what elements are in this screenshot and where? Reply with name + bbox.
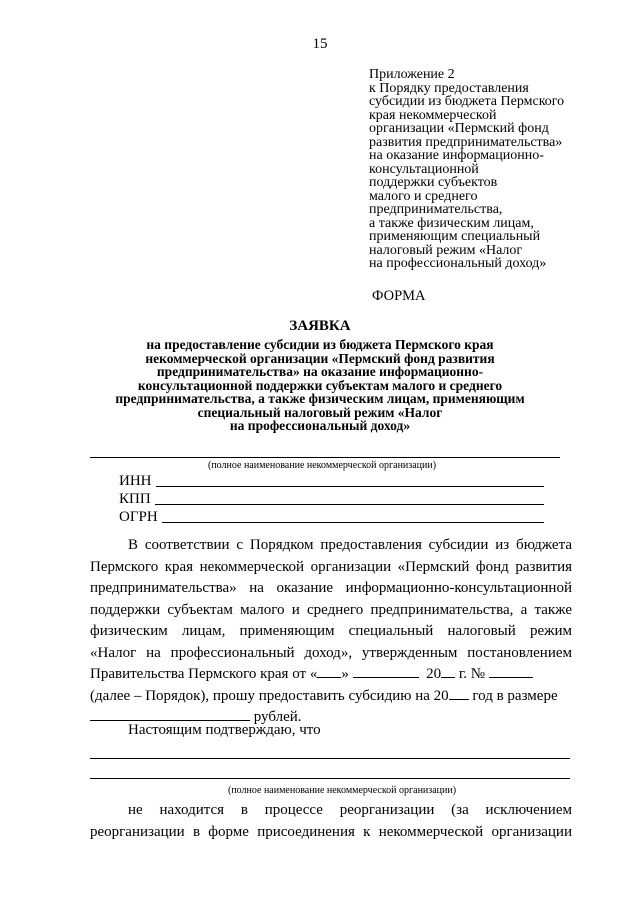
kpp-field[interactable] bbox=[119, 490, 544, 508]
body-line: предпринимательства» на оказание информационно-консультационной bbox=[90, 580, 572, 596]
body-paragraph bbox=[90, 535, 572, 729]
kpp-input-line[interactable] bbox=[155, 504, 544, 505]
org-name-caption: (полное наименование некоммерческой организации) bbox=[208, 460, 437, 471]
year-prefix: 20 bbox=[426, 666, 442, 682]
body-line-subsidy bbox=[90, 686, 572, 708]
appendix-line: к Порядку предоставления bbox=[369, 80, 529, 96]
confirm-org-line-1[interactable] bbox=[90, 758, 570, 759]
confirm-org-caption: (полное наименование некоммерческой организации) bbox=[228, 785, 457, 796]
date-quote: » bbox=[341, 666, 349, 682]
form-label: ФОРМА bbox=[372, 288, 426, 304]
final-paragraph bbox=[90, 800, 572, 843]
day-blank[interactable] bbox=[317, 677, 341, 678]
kpp-label: КПП bbox=[119, 491, 151, 507]
appendix-line: а также физическим лицам, bbox=[369, 215, 534, 231]
inn-field[interactable] bbox=[119, 472, 544, 490]
ogrn-input-line[interactable] bbox=[162, 522, 544, 523]
confirm-org-line-2[interactable] bbox=[90, 778, 570, 779]
appendix-line: края некоммерческой bbox=[369, 107, 497, 123]
appendix-line: организации «Пермский фонд bbox=[369, 121, 549, 136]
appendix-line: развития предпринимательства» bbox=[369, 134, 563, 150]
appendix-line: субсидии из бюджета Пермского bbox=[369, 94, 565, 109]
body-line: «Налог на профессиональный доход», утвержденным постановлением bbox=[90, 644, 572, 661]
subtitle-line: предпринимательства» на оказание информационно- bbox=[156, 364, 484, 379]
ogrn-field[interactable] bbox=[119, 508, 544, 526]
document-subtitle bbox=[80, 338, 560, 433]
appendix-header bbox=[369, 68, 614, 271]
page-number: 15 bbox=[312, 36, 328, 52]
appendix-line: консультационной bbox=[369, 161, 479, 177]
year-blank[interactable] bbox=[441, 677, 455, 678]
date-prefix: Правительства Пермского края от « bbox=[90, 666, 318, 682]
appendix-line: применяющим специальный bbox=[369, 229, 541, 244]
subtitle-line: некоммерческой организации «Пермский фонд развития bbox=[145, 350, 495, 366]
appendix-line: Приложение 2 bbox=[369, 67, 455, 82]
confirm-text: Настоящим подтверждаю, что bbox=[128, 722, 321, 738]
subtitle-line: предпринимательства, а также физическим лицам, применяющим bbox=[115, 391, 525, 406]
ogrn-label: ОГРН bbox=[119, 509, 158, 525]
number-blank[interactable] bbox=[489, 677, 533, 678]
appendix-line: на профессиональный доход» bbox=[369, 256, 547, 271]
appendix-line: на оказание информационно- bbox=[369, 148, 544, 163]
body-line: физическим лицам, применяющим специальный налоговый режим bbox=[90, 623, 572, 639]
subtitle-line: на предоставление субсидии из бюджета Пермского края bbox=[146, 337, 494, 352]
subtitle-line: на профессиональный доход» bbox=[229, 418, 411, 433]
appendix-line: предпринимательства, bbox=[369, 202, 503, 217]
body-line: поддержки субъектам малого и среднего предпринимательства, а также bbox=[90, 601, 572, 618]
subtitle-line: специальный налоговый режим «Налог bbox=[197, 404, 443, 420]
month-blank[interactable] bbox=[353, 677, 419, 678]
subtitle-line: консультационной поддержки субъектам малого и среднего bbox=[137, 377, 503, 393]
final-line: не находится в процессе реорганизации (за исключением bbox=[128, 802, 572, 818]
inn-input-line[interactable] bbox=[156, 486, 545, 487]
year-suffix: г. № bbox=[458, 666, 486, 682]
final-line: реорганизации в форме присоединения к некоммерческой организации bbox=[90, 823, 572, 840]
appendix-line: малого и среднего bbox=[369, 188, 478, 204]
appendix-line: поддержки субъектов bbox=[369, 175, 498, 190]
appendix-line: налоговый режим «Налог bbox=[369, 242, 523, 258]
rubles-text: рублей. bbox=[253, 709, 302, 725]
document-title: ЗАЯВКА bbox=[289, 318, 351, 334]
body-line-date bbox=[90, 664, 572, 686]
body-line: Пермского края некоммерческой организации «Пермский фонд развития bbox=[90, 558, 572, 575]
subsidy-year-blank[interactable] bbox=[449, 699, 469, 700]
subsidy-size-text: год в размере bbox=[472, 687, 558, 704]
body-line: В соответствии с Порядком предоставления субсидии из бюджета bbox=[128, 537, 572, 553]
subsidy-text: (далее – Порядок), прошу предоставить субсидию на 20 bbox=[90, 687, 449, 704]
org-name-line[interactable] bbox=[90, 457, 560, 458]
inn-label: ИНН bbox=[119, 473, 152, 489]
